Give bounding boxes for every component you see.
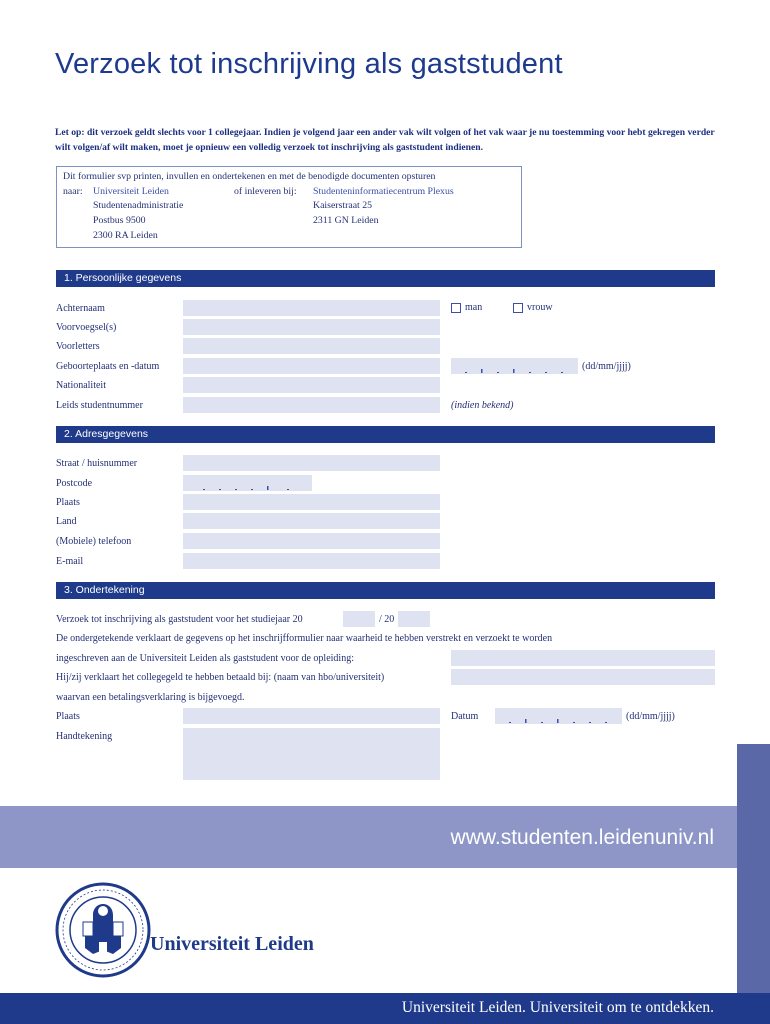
label-handtekening: Handtekening bbox=[56, 731, 113, 742]
label-voorletters: Voorletters bbox=[56, 341, 100, 352]
label-straat: Straat / huisnummer bbox=[56, 458, 138, 469]
label-voorvoegsels: Voorvoegsel(s) bbox=[56, 322, 117, 333]
studentnummer-hint: (indien bekend) bbox=[451, 400, 514, 411]
website-url: www.studenten.leidenuniv.nl bbox=[450, 826, 714, 849]
nationaliteit-field[interactable] bbox=[183, 377, 440, 393]
studiejaar-label: Verzoek tot inschrijving als gaststudent voor het studiejaar 20 bbox=[56, 614, 303, 625]
info-deliver-line: 2311 GN Leiden bbox=[313, 215, 379, 226]
label-email: E-mail bbox=[56, 556, 84, 567]
label-studentnummer: Leids studentnummer bbox=[56, 400, 143, 411]
mailing-info-box bbox=[56, 166, 522, 248]
gender-vrouw-checkbox[interactable] bbox=[513, 303, 523, 313]
label-postcode: Postcode bbox=[56, 478, 93, 489]
achternaam-field[interactable] bbox=[183, 300, 440, 316]
label-achternaam: Achternaam bbox=[56, 303, 105, 314]
label-nationaliteit: Nationaliteit bbox=[56, 380, 106, 391]
side-tab bbox=[737, 744, 770, 1024]
info-send-label: naar: bbox=[63, 186, 83, 197]
straat-field[interactable] bbox=[183, 455, 440, 471]
payment-line: Hij/zij verklaart het collegegeld te hebben betaald bij: (naam van hbo/universiteit) bbox=[56, 672, 385, 683]
plaats-field[interactable] bbox=[183, 494, 440, 510]
info-send-line: Universiteit Leiden bbox=[93, 186, 169, 197]
page-title: Verzoek tot inschrijving als gaststudent bbox=[55, 48, 563, 80]
section-header-personal: 1. Persoonlijke gegevens bbox=[56, 270, 715, 287]
label-geboorteplaats: Geboorteplaats en -datum bbox=[56, 361, 160, 372]
geboorteplaats-field[interactable] bbox=[183, 358, 440, 374]
studiejaar-end-field[interactable] bbox=[398, 611, 430, 627]
telefoon-field[interactable] bbox=[183, 533, 440, 549]
declaration-line: De ondergetekende verklaart de gegevens op het inschrijfformulier naar waarheid te hebben verstrekt en verzoekt te worden bbox=[56, 633, 553, 644]
label-land: Land bbox=[56, 516, 77, 527]
date-separator-marks bbox=[495, 717, 622, 723]
payment-line: waarvan een betalingsverklaring is bijgevoegd. bbox=[56, 692, 245, 703]
gender-man-label: man bbox=[465, 302, 483, 313]
university-seal-logo bbox=[55, 882, 151, 978]
studiejaar-separator: / 20 bbox=[379, 614, 395, 625]
info-send-line: Studentenadministratie bbox=[93, 200, 184, 211]
notice-text: Let op: dit verzoek geldt slechts voor 1 collegejaar. Indien je volgend jaar een ander vak wilt volgen of het vak waar je nu toestemming voor hebt gekregen verder wilt volgen/af wilt maken, moet je opnieuw een volledig verzoek tot inschrijving als gaststudent indienen. bbox=[55, 127, 715, 153]
sign-datum-field[interactable] bbox=[495, 708, 622, 724]
tagline: Universiteit Leiden. Universiteit om te ontdekken. bbox=[401, 999, 714, 1016]
handtekening-field[interactable] bbox=[183, 728, 440, 780]
declaration-line: ingeschreven aan de Universiteit Leiden als gaststudent voor de opleiding: bbox=[56, 653, 354, 664]
info-deliver-line: Kaiserstraat 25 bbox=[313, 200, 373, 211]
geboortedatum-field[interactable] bbox=[451, 358, 578, 374]
label-telefoon: (Mobiele) telefoon bbox=[56, 536, 132, 547]
date-separator-marks bbox=[451, 367, 578, 373]
info-intro: Dit formulier svp printen, invullen en ondertekenen en met de benodigde documenten opsturen bbox=[63, 171, 436, 182]
info-deliver-line: Studenteninformatiecentrum Plexus bbox=[313, 186, 454, 197]
info-send-line: 2300 RA Leiden bbox=[93, 230, 158, 241]
gender-man-checkbox[interactable] bbox=[451, 303, 461, 313]
university-name-logo: Universiteit Leiden bbox=[150, 933, 314, 955]
section-header-signature: 3. Ondertekening bbox=[56, 582, 715, 599]
label-sign-datum: Datum bbox=[451, 711, 479, 722]
voorvoegsels-field[interactable] bbox=[183, 319, 440, 335]
gender-vrouw-label: vrouw bbox=[527, 302, 553, 313]
hbo-universiteit-field[interactable] bbox=[451, 669, 715, 685]
label-sign-plaats: Plaats bbox=[56, 711, 80, 722]
label-plaats: Plaats bbox=[56, 497, 80, 508]
date-format-hint: (dd/mm/jjjj) bbox=[582, 361, 631, 372]
info-deliver-label: of inleveren bij: bbox=[234, 186, 297, 197]
voorletters-field[interactable] bbox=[183, 338, 440, 354]
sign-plaats-field[interactable] bbox=[183, 708, 440, 724]
info-send-line: Postbus 9500 bbox=[93, 215, 146, 226]
studentnummer-field[interactable] bbox=[183, 397, 440, 413]
section-header-address: 2. Adresgegevens bbox=[56, 426, 715, 443]
email-field[interactable] bbox=[183, 553, 440, 569]
postcode-field[interactable] bbox=[183, 475, 312, 491]
postcode-separator-marks bbox=[183, 484, 312, 490]
opleiding-field[interactable] bbox=[451, 650, 715, 666]
land-field[interactable] bbox=[183, 513, 440, 529]
studiejaar-start-field[interactable] bbox=[343, 611, 375, 627]
sign-date-hint: (dd/mm/jjjj) bbox=[626, 711, 675, 722]
